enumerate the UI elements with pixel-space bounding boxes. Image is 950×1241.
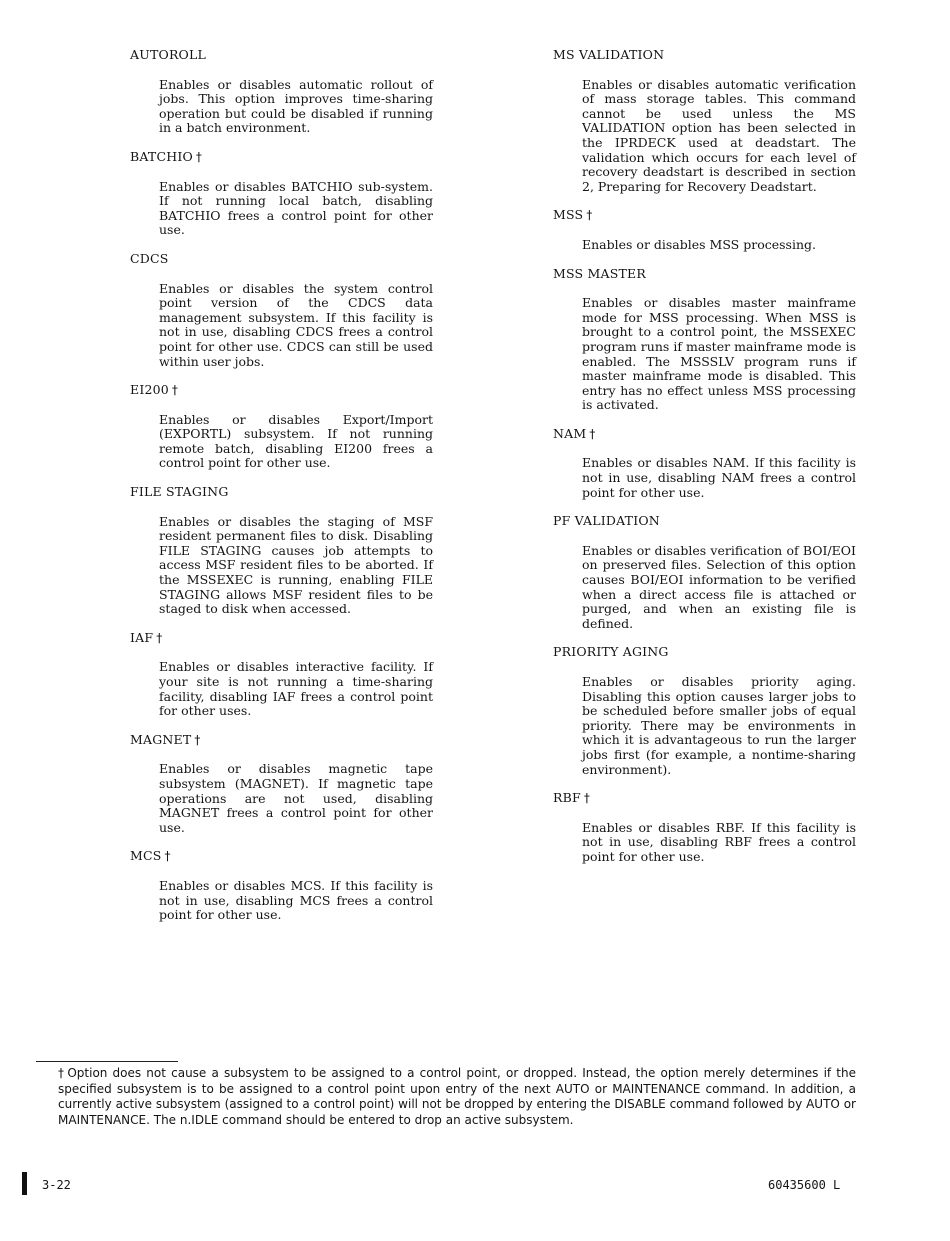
entry-priority-aging: [553, 645, 858, 777]
entry-nam: [553, 427, 858, 500]
entry-term: MCS †: [130, 848, 171, 864]
entry-term: MSS MASTER: [553, 265, 646, 281]
entry-term: PF VALIDATION: [553, 513, 660, 529]
footnote-text: Option does not cause a subsystem to be assigned to a control point, or dropped. Instead, the option merely determines if the specified subsystem is to be assigned to a control point upon entry of the next AUTO or MAINTENANCE command. In addition, a currently active subsystem (assigned to a control point) will not be dropped by entering the DISABLE command followed by AUTO or MAINTENANCE. The n.IDLE command should be entered to drop an active subsystem.: [58, 1066, 856, 1127]
entry-autoroll: [130, 48, 435, 136]
left-column: [130, 48, 435, 937]
entry-mcs: [130, 849, 435, 922]
document-number: 60435600 L: [768, 1178, 841, 1192]
entry-batchio: [130, 150, 435, 238]
dagger-mark: †: [164, 849, 171, 864]
entry-term: RBF †: [553, 790, 591, 806]
entry-term: CDCS: [130, 250, 169, 266]
dagger-mark: †: [586, 208, 593, 223]
entry-description: Enables or disables interactive facility. If your site is not running a time-sharing facility, disabling IAF frees a control point for other uses.: [159, 659, 433, 719]
page-number: 3-22: [42, 1178, 71, 1192]
entry-description: Enables or disables automatic rollout of jobs. This option improves time-sharing operation but could be disabled if running in a batch environment.: [159, 76, 433, 136]
entry-description: Enables or disables NAM. If this facility is not in use, disabling NAM frees a control point for other use.: [582, 455, 856, 500]
entry-term: MSS †: [553, 207, 593, 223]
entry-description: Enables or disables BATCHIO sub-system. If not running local batch, disabling BATCHIO frees a control point for other use.: [159, 178, 433, 238]
entry-term: MAGNET †: [130, 731, 201, 747]
entry-term: AUTOROLL: [130, 47, 207, 62]
dagger-mark: †: [583, 791, 591, 806]
entry-mss-master: [553, 267, 858, 413]
entry-term: EI200 †: [130, 382, 179, 398]
change-bar: [22, 1172, 27, 1195]
footnote-divider: [36, 1061, 178, 1062]
entry-description: Enables or disables the system control point version of the CDCS data management subsystem. If this facility is not in use, disabling CDCS frees a control point for other use. CDCS can still be used within user jobs.: [159, 280, 433, 369]
entry-ms-validation: [553, 48, 858, 194]
entry-ei200: [130, 383, 435, 471]
entry-description: Enables or disables MCS. If this facility is not in use, disabling MCS frees a control point for other use.: [159, 877, 433, 923]
entry-term: FILE STAGING: [130, 484, 229, 500]
footnote: [58, 1066, 856, 1128]
entry-description: Enables or disables RBF. If this facility is not in use, disabling RBF frees a control point for other use.: [582, 819, 856, 864]
entry-rbf: [553, 791, 858, 864]
entry-pf-validation: [553, 514, 858, 631]
entry-description: Enables or disables verification of BOI/EOI on preserved files. Selection of this option causes BOI/EOI information to be verified when a direct access file is attached or purged, and when an existing file is defined.: [582, 542, 856, 631]
entry-magnet: [130, 733, 435, 836]
entry-term: NAM †: [553, 425, 596, 441]
right-column: [553, 48, 858, 879]
entry-description: Enables or disables priority aging. Disabling this option causes larger jobs to be scheduled before smaller jobs of equal priority. There may be environments in which it is advantageous to run the larger jobs first (for example, a nontime-sharing environment).: [582, 674, 856, 777]
entry-description: Enables or disables automatic verification of mass storage tables. This command cannot be used unless the MS VALIDATION option has been selected in the IPRDECK used at deadstart. The validation which occurs for each level of recovery deadstart is described in section 2, Preparing for Recovery Deadstart.: [582, 76, 856, 194]
dagger-mark: †: [171, 383, 179, 398]
entry-description: Enables or disables master mainframe mode for MSS processing. When MSS is brought to a control point, the MSSEXEC program runs if master mainframe mode is enabled. The MSSSLV program runs if master mainframe mode is disabled. This entry has no effect unless MSS processing is activated.: [582, 295, 856, 413]
entry-mss: [553, 208, 858, 252]
entry-description: Enables or disables MSS processing.: [582, 236, 816, 252]
entry-iaf: [130, 631, 435, 719]
dagger-mark: †: [194, 732, 201, 747]
dagger-mark: †: [195, 149, 203, 164]
dagger-mark: †: [58, 1066, 66, 1080]
entry-file-staging: [130, 485, 435, 617]
entry-term: IAF †: [130, 629, 163, 645]
entry-description: Enables or disables Export/Import (EXPORTL) subsystem. If not running remote batch, disabling EI200 frees a control point for other use.: [159, 411, 433, 471]
entry-term: BATCHIO †: [130, 148, 203, 164]
entry-description: Enables or disables the staging of MSF resident permanent files to disk. Disabling FILE STAGING causes job attempts to access MSF resident files to be aborted. If the MSSEXEC is running, enabling FILE STAGING allows MSF resident files to be staged to disk when accessed.: [159, 513, 433, 617]
entry-cdcs: [130, 252, 435, 369]
entry-term: PRIORITY AGING: [553, 644, 669, 660]
dagger-mark: †: [156, 630, 163, 645]
entry-term: MS VALIDATION: [553, 47, 665, 62]
entry-description: Enables or disables magnetic tape subsystem (MAGNET). If magnetic tape operations are not used, disabling MAGNET frees a control point for other use.: [159, 761, 433, 835]
dagger-mark: †: [589, 426, 596, 441]
